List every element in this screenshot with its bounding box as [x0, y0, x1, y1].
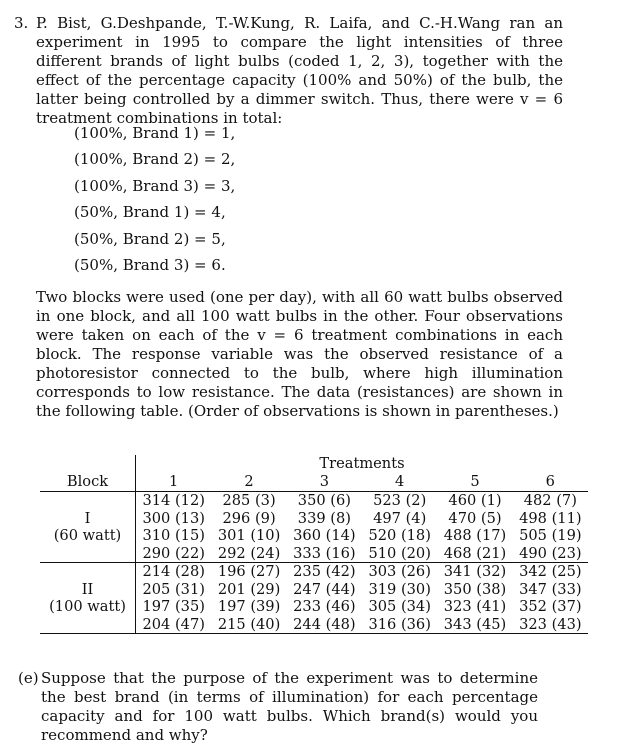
- table-cell: 235 (42): [287, 563, 362, 581]
- table-cell: 319 (30): [368, 580, 431, 598]
- column-header: 2: [211, 473, 286, 492]
- table-row: [40, 581, 588, 599]
- table-cell: 523 (2): [373, 492, 427, 509]
- table-row: [40, 510, 588, 528]
- table-cell: 310 (15): [142, 527, 205, 544]
- table-cell: 470 (5): [448, 509, 502, 527]
- table-cell: 350 (38): [443, 580, 507, 598]
- table-cell: 339 (8): [297, 509, 351, 527]
- table-cell: 460 (1): [448, 492, 502, 509]
- table-cell: 342 (25): [513, 563, 588, 581]
- table-cell: 305 (34): [368, 598, 431, 615]
- column-header: 1: [136, 473, 212, 492]
- table-cell: 520 (18): [368, 527, 431, 544]
- part-e-text: Suppose that the purpose of the experiment was to determine the best brand (in terms of illumination) for each percentage capacity and for 100 watt bulbs. Which brand(s) would you recommend and why?: [41, 669, 538, 744]
- column-header: 4: [362, 473, 437, 492]
- data-table: [40, 455, 588, 634]
- table-cell: 360 (14): [293, 527, 356, 544]
- table-cell: 300 (13): [142, 509, 205, 527]
- treatment-item: (100%, Brand 2) = 2,: [74, 150, 236, 169]
- treatment-item: (100%, Brand 3) = 3,: [74, 176, 236, 195]
- table-cell: 285 (3): [222, 492, 276, 509]
- table-cell: 490 (23): [519, 544, 582, 562]
- block-label: I: [40, 510, 136, 528]
- table-cell: 323 (41): [443, 598, 507, 615]
- table-cell: 205 (31): [142, 580, 205, 598]
- column-header: 3: [287, 473, 362, 492]
- table-cell: 292 (24): [217, 544, 281, 562]
- treatment-list: [74, 120, 235, 278]
- block-header: Block: [40, 473, 136, 492]
- table-cell: 303 (26): [362, 563, 437, 581]
- intro-text: P. Bist, G.Deshpande, T.-W.Kung, R. Laifa, and C.-H.Wang ran an experiment in 1995 to compare the light intensities of three different brands of light bulbs (coded 1, 2, 3), together with the effect of the percentage capacity (100% and 50%) of the bulb, the latter being controlled by a dimmer switch. Thus, there were v = 6 treatment combinations in total:: [36, 14, 563, 127]
- table-header-row-2: [40, 473, 588, 492]
- table-row: [40, 598, 588, 616]
- table-cell: 482 (7): [523, 492, 577, 509]
- table-cell: 497 (4): [373, 509, 427, 527]
- table-cell: 352 (37): [519, 598, 582, 615]
- table-cell: 341 (32): [437, 563, 512, 581]
- table-cell: 197 (35): [142, 598, 205, 615]
- table-row: [40, 492, 588, 510]
- table-cell: 343 (45): [437, 616, 512, 634]
- table-cell: 214 (28): [136, 563, 212, 581]
- table-row: [40, 527, 588, 545]
- block-label: II: [40, 581, 136, 599]
- block-sublabel: (100 watt): [40, 598, 136, 616]
- table-cell: 333 (16): [293, 544, 356, 562]
- table-cell: 301 (10): [217, 527, 281, 544]
- blocks-paragraph: Two blocks were used (one per day), with all 60 watt bulbs observed in one block, and all 100 watt bulbs in the other. Four observations were taken on each of the v = 6 treatment combinations in each block. The response variable was the observed resistance of a photoresistor connected to the bulb, where high illumination corresponds to low resistance. The data (resistances) are shown in the following table. (Order of observations is shown in parentheses.): [36, 288, 563, 420]
- table-cell: 215 (40): [211, 616, 286, 634]
- table-cell: 468 (21): [443, 544, 507, 562]
- table-cell: 204 (47): [136, 616, 212, 634]
- table-cell: 244 (48): [287, 616, 362, 634]
- problem-number: 3.: [14, 14, 29, 32]
- table-cell: 498 (11): [519, 509, 582, 527]
- table-cell: 323 (43): [513, 616, 588, 634]
- treatments-header: Treatments: [319, 455, 405, 472]
- treatment-item: (50%, Brand 3) = 6.: [74, 255, 226, 274]
- table-cell: 488 (17): [443, 527, 507, 544]
- part-e-label: (e): [18, 669, 39, 687]
- treatment-item: (100%, Brand 1) = 1,: [74, 124, 236, 142]
- problem-intro: [14, 14, 563, 128]
- table-cell: 196 (27): [211, 563, 286, 581]
- table-cell: 505 (19): [519, 527, 582, 544]
- table-cell: 290 (22): [142, 544, 205, 562]
- table-cell: 347 (33): [519, 580, 582, 598]
- column-header: 6: [513, 473, 588, 492]
- block-sublabel: (60 watt): [40, 527, 136, 545]
- table-cell: 316 (36): [362, 616, 437, 634]
- treatment-item: (50%, Brand 1) = 4,: [74, 203, 226, 222]
- table-header-row-1: [40, 455, 588, 473]
- table-cell: 296 (9): [222, 509, 276, 527]
- table-cell: 247 (44): [293, 580, 356, 598]
- table-row: [40, 616, 588, 634]
- table-cell: 197 (39): [217, 598, 281, 615]
- table-cell: 510 (20): [368, 544, 431, 562]
- treatment-item: (50%, Brand 2) = 5,: [74, 229, 226, 248]
- table-row: [40, 545, 588, 563]
- column-header: 5: [437, 473, 512, 492]
- table-cell: 233 (46): [293, 598, 356, 615]
- table-cell: 350 (6): [297, 492, 351, 509]
- table-cell: 201 (29): [217, 580, 281, 598]
- table-row: [40, 563, 588, 581]
- table-cell: 314 (12): [142, 492, 205, 509]
